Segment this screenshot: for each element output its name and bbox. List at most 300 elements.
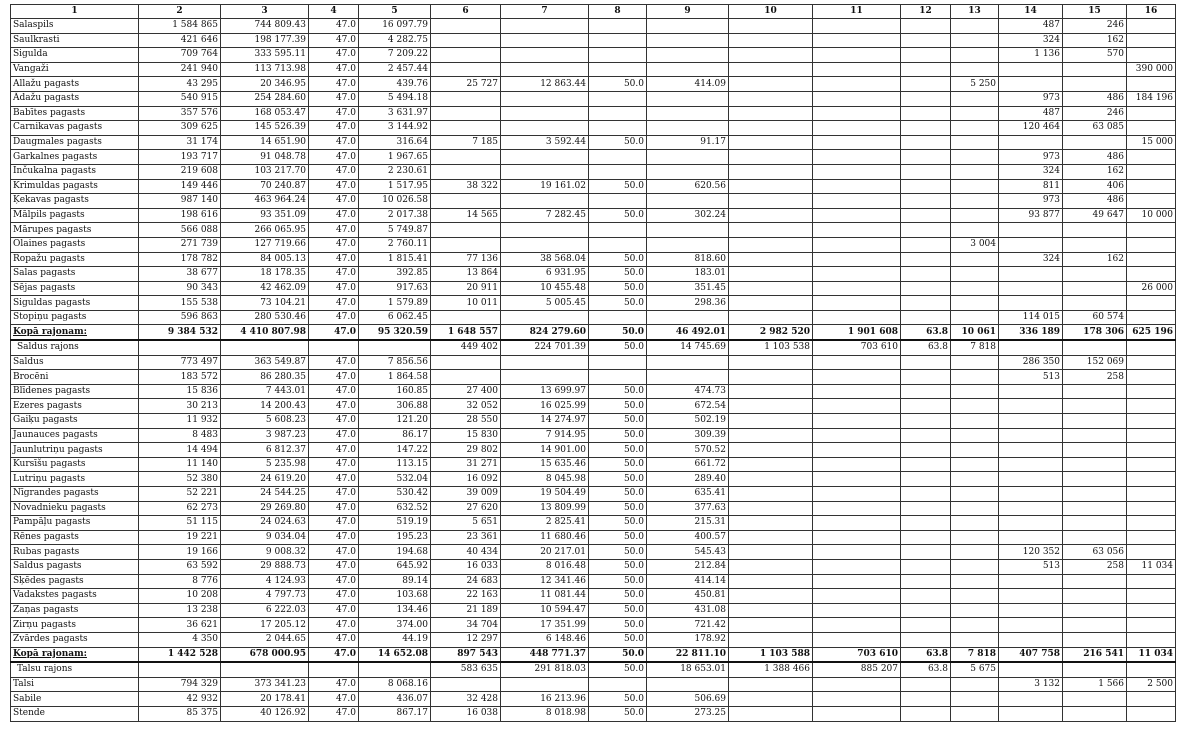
- table-cell: 103.68: [359, 589, 431, 604]
- table-row: [11, 164, 1176, 179]
- table-cell: [1127, 223, 1176, 238]
- table-cell: 50.0: [589, 208, 647, 223]
- table-cell: 513: [999, 559, 1063, 574]
- table-cell: [901, 545, 951, 560]
- table-cell: 47.0: [309, 325, 359, 340]
- table-cell: 47.0: [309, 632, 359, 647]
- table-cell: 34 704: [431, 618, 501, 633]
- table-cell: 302.24: [647, 208, 729, 223]
- table-cell: [647, 677, 729, 692]
- table-cell: [1127, 487, 1176, 502]
- table-cell: [901, 150, 951, 165]
- row-label: Ezeres pagasts: [11, 399, 139, 414]
- table-cell: 93 877: [999, 208, 1063, 223]
- table-cell: 49 647: [1063, 208, 1127, 223]
- table-cell: 93 351.09: [221, 208, 309, 223]
- table-cell: 47.0: [309, 414, 359, 429]
- row-label: Stende: [11, 706, 139, 721]
- table-cell: [999, 237, 1063, 252]
- table-cell: 2 017.38: [359, 208, 431, 223]
- table-cell: [431, 106, 501, 121]
- column-header-12: 12: [901, 5, 951, 19]
- table-cell: 566 088: [139, 223, 221, 238]
- table-cell: [999, 62, 1063, 77]
- table-cell: [813, 91, 901, 106]
- table-cell: [951, 457, 999, 472]
- table-cell: [901, 252, 951, 267]
- table-cell: [647, 62, 729, 77]
- table-cell: [1063, 589, 1127, 604]
- table-cell: [359, 340, 431, 355]
- table-cell: [999, 692, 1063, 707]
- table-cell: [729, 281, 813, 296]
- table-cell: 39 009: [431, 487, 501, 502]
- table-row: [11, 150, 1176, 165]
- table-cell: 20 178.41: [221, 692, 309, 707]
- table-cell: 2 044.65: [221, 632, 309, 647]
- table-cell: 4 282.75: [359, 33, 431, 48]
- table-cell: 7 282.45: [501, 208, 589, 223]
- table-cell: 38 568.04: [501, 252, 589, 267]
- table-cell: [901, 121, 951, 136]
- table-row: [11, 208, 1176, 223]
- table-cell: 14 565: [431, 208, 501, 223]
- table-cell: 519.19: [359, 516, 431, 531]
- table-cell: 24 024.63: [221, 516, 309, 531]
- table-cell: 47.0: [309, 487, 359, 502]
- table-cell: 1 584 865: [139, 19, 221, 34]
- table-cell: [729, 62, 813, 77]
- table-cell: [951, 48, 999, 63]
- table-cell: 155 538: [139, 296, 221, 311]
- table-cell: [901, 135, 951, 150]
- table-cell: 47.0: [309, 428, 359, 443]
- table-cell: 392.85: [359, 267, 431, 282]
- table-cell: [813, 33, 901, 48]
- table-cell: 421 646: [139, 33, 221, 48]
- table-cell: 917.63: [359, 281, 431, 296]
- row-label: Sigulda: [11, 48, 139, 63]
- table-cell: 27 400: [431, 384, 501, 399]
- table-cell: 50.0: [589, 530, 647, 545]
- table-cell: 40 434: [431, 545, 501, 560]
- table-cell: [951, 589, 999, 604]
- table-cell: 298.36: [647, 296, 729, 311]
- table-cell: 149 446: [139, 179, 221, 194]
- table-cell: [501, 33, 589, 48]
- table-cell: 987 140: [139, 194, 221, 209]
- table-cell: 195.23: [359, 530, 431, 545]
- table-cell: 7 185: [431, 135, 501, 150]
- table-cell: 178 782: [139, 252, 221, 267]
- table-cell: [729, 150, 813, 165]
- table-cell: [1063, 706, 1127, 721]
- row-label: Allažu pagasts: [11, 77, 139, 92]
- table-cell: 474.73: [647, 384, 729, 399]
- table-cell: [729, 545, 813, 560]
- table-cell: 19 166: [139, 545, 221, 560]
- table-cell: [901, 164, 951, 179]
- table-cell: [813, 516, 901, 531]
- table-cell: [901, 589, 951, 604]
- table-cell: [999, 340, 1063, 355]
- table-cell: 47.0: [309, 77, 359, 92]
- table-cell: 703 610: [813, 340, 901, 355]
- table-cell: [901, 33, 951, 48]
- table-row: [11, 443, 1176, 458]
- table-cell: 2 500: [1127, 677, 1176, 692]
- table-cell: 12 341.46: [501, 574, 589, 589]
- table-cell: 47.0: [309, 457, 359, 472]
- table-cell: 47.0: [309, 384, 359, 399]
- table-cell: 50.0: [589, 662, 647, 677]
- table-cell: 6 812.37: [221, 443, 309, 458]
- table-cell: [501, 19, 589, 34]
- table-cell: 198 177.39: [221, 33, 309, 48]
- table-cell: 10 026.58: [359, 194, 431, 209]
- table-cell: [901, 457, 951, 472]
- table-cell: 1 566: [1063, 677, 1127, 692]
- table-cell: [1127, 33, 1176, 48]
- table-cell: [813, 574, 901, 589]
- table-cell: [951, 62, 999, 77]
- table-cell: [813, 296, 901, 311]
- table-cell: 84 005.13: [221, 252, 309, 267]
- column-header-4: 4: [309, 5, 359, 19]
- table-cell: 47.0: [309, 603, 359, 618]
- table-cell: 672.54: [647, 399, 729, 414]
- table-cell: 47.0: [309, 647, 359, 662]
- table-cell: 973: [999, 150, 1063, 165]
- table-cell: 486: [1063, 194, 1127, 209]
- table-cell: 1 103 538: [729, 340, 813, 355]
- table-cell: 50.0: [589, 428, 647, 443]
- table-cell: [1127, 662, 1176, 677]
- table-cell: [1063, 267, 1127, 282]
- table-cell: 47.0: [309, 252, 359, 267]
- row-label: Zvārdes pagasts: [11, 632, 139, 647]
- row-label: Ķekavas pagasts: [11, 194, 139, 209]
- table-cell: [813, 632, 901, 647]
- table-cell: 7 818: [951, 340, 999, 355]
- table-cell: 16 025.99: [501, 399, 589, 414]
- table-cell: 1 136: [999, 48, 1063, 63]
- table-cell: [951, 91, 999, 106]
- table-cell: [951, 310, 999, 325]
- table-row: [11, 618, 1176, 633]
- table-cell: 9 384 532: [139, 325, 221, 340]
- table-cell: 178.92: [647, 632, 729, 647]
- table-cell: [813, 19, 901, 34]
- table-cell: [999, 501, 1063, 516]
- row-label: Jaunauces pagasts: [11, 428, 139, 443]
- table-cell: [951, 150, 999, 165]
- table-row: [11, 530, 1176, 545]
- table-cell: [1127, 414, 1176, 429]
- table-cell: 818.60: [647, 252, 729, 267]
- table-cell: [1063, 662, 1127, 677]
- table-cell: [729, 223, 813, 238]
- table-cell: 5 250: [951, 77, 999, 92]
- table-cell: [999, 267, 1063, 282]
- table-cell: 47.0: [309, 545, 359, 560]
- table-cell: 373 341.23: [221, 677, 309, 692]
- table-cell: 7 209.22: [359, 48, 431, 63]
- table-cell: [729, 179, 813, 194]
- table-cell: 3 132: [999, 677, 1063, 692]
- column-header-16: 16: [1127, 5, 1176, 19]
- table-cell: [813, 355, 901, 370]
- table-cell: [951, 384, 999, 399]
- table-cell: [501, 150, 589, 165]
- table-cell: 286 350: [999, 355, 1063, 370]
- table-row: [11, 457, 1176, 472]
- table-cell: 18 653.01: [647, 662, 729, 677]
- table-cell: 22 811.10: [647, 647, 729, 662]
- table-cell: 60 574: [1063, 310, 1127, 325]
- table-cell: [951, 692, 999, 707]
- table-cell: 50.0: [589, 692, 647, 707]
- table-cell: [729, 603, 813, 618]
- table-cell: 184 196: [1127, 91, 1176, 106]
- table-cell: 885 207: [813, 662, 901, 677]
- table-cell: 47.0: [309, 19, 359, 34]
- table-cell: 8 776: [139, 574, 221, 589]
- table-cell: 773 497: [139, 355, 221, 370]
- table-cell: 224 701.39: [501, 340, 589, 355]
- table-cell: 183 572: [139, 370, 221, 385]
- table-cell: 17 351.99: [501, 618, 589, 633]
- table-cell: 183.01: [647, 267, 729, 282]
- table-cell: 120 464: [999, 121, 1063, 136]
- table-cell: 47.0: [309, 706, 359, 721]
- table-cell: 47.0: [309, 150, 359, 165]
- table-cell: [501, 48, 589, 63]
- table-cell: 8 018.98: [501, 706, 589, 721]
- table-cell: 14 652.08: [359, 647, 431, 662]
- table-cell: [813, 135, 901, 150]
- table-cell: 4 410 807.98: [221, 325, 309, 340]
- table-row: [11, 589, 1176, 604]
- table-cell: [1063, 384, 1127, 399]
- table-cell: [1063, 603, 1127, 618]
- table-cell: 42 462.09: [221, 281, 309, 296]
- column-header-5: 5: [359, 5, 431, 19]
- table-cell: [813, 370, 901, 385]
- table-cell: 11 932: [139, 414, 221, 429]
- table-cell: [729, 501, 813, 516]
- table-cell: [901, 19, 951, 34]
- table-row: [11, 428, 1176, 443]
- table-cell: 27 620: [431, 501, 501, 516]
- table-cell: 7 443.01: [221, 384, 309, 399]
- table-cell: [1127, 121, 1176, 136]
- table-cell: [901, 632, 951, 647]
- column-header-2: 2: [139, 5, 221, 19]
- row-label: Gaiķu pagasts: [11, 414, 139, 429]
- table-cell: [951, 399, 999, 414]
- table-cell: 3 144.92: [359, 121, 431, 136]
- table-cell: [729, 706, 813, 721]
- table-row: [11, 296, 1176, 311]
- table-cell: [1127, 106, 1176, 121]
- table-cell: [951, 472, 999, 487]
- table-cell: 316.64: [359, 135, 431, 150]
- table-cell: [729, 91, 813, 106]
- table-cell: 90 343: [139, 281, 221, 296]
- table-cell: [1127, 310, 1176, 325]
- table-cell: [589, 677, 647, 692]
- table-cell: 486: [1063, 150, 1127, 165]
- table-row: [11, 237, 1176, 252]
- table-cell: [951, 677, 999, 692]
- table-cell: 241 940: [139, 62, 221, 77]
- table-cell: [1063, 428, 1127, 443]
- table-cell: 162: [1063, 164, 1127, 179]
- table-cell: [901, 501, 951, 516]
- table-cell: 1 967.65: [359, 150, 431, 165]
- table-cell: [647, 150, 729, 165]
- column-header-8: 8: [589, 5, 647, 19]
- row-label: Babītes pagasts: [11, 106, 139, 121]
- table-cell: 10 011: [431, 296, 501, 311]
- table-cell: [729, 121, 813, 136]
- table-cell: 2 760.11: [359, 237, 431, 252]
- table-cell: 5 235.98: [221, 457, 309, 472]
- table-cell: 50.0: [589, 325, 647, 340]
- table-row: [11, 223, 1176, 238]
- table-cell: 50.0: [589, 77, 647, 92]
- table-cell: 374.00: [359, 618, 431, 633]
- table-cell: [589, 121, 647, 136]
- table-row: [11, 179, 1176, 194]
- table-cell: 6 931.95: [501, 267, 589, 282]
- table-cell: 14 494: [139, 443, 221, 458]
- table-row: [11, 414, 1176, 429]
- table-cell: 645.92: [359, 559, 431, 574]
- table-cell: 63.8: [901, 340, 951, 355]
- table-cell: 10 208: [139, 589, 221, 604]
- table-cell: [901, 91, 951, 106]
- table-cell: 11 034: [1127, 647, 1176, 662]
- table-cell: [901, 677, 951, 692]
- table-cell: [1127, 603, 1176, 618]
- table-cell: [813, 677, 901, 692]
- table-cell: 3 004: [951, 237, 999, 252]
- row-label: Mārupes pagasts: [11, 223, 139, 238]
- table-cell: 47.0: [309, 516, 359, 531]
- table-cell: [589, 91, 647, 106]
- table-cell: 50.0: [589, 603, 647, 618]
- table-cell: [813, 487, 901, 502]
- table-cell: [813, 545, 901, 560]
- table-cell: [901, 267, 951, 282]
- row-label: Olaines pagasts: [11, 237, 139, 252]
- table-cell: [813, 603, 901, 618]
- table-cell: 486: [1063, 91, 1127, 106]
- table-cell: 47.0: [309, 472, 359, 487]
- table-cell: [813, 62, 901, 77]
- table-cell: 6 148.46: [501, 632, 589, 647]
- table-cell: 21 189: [431, 603, 501, 618]
- table-cell: 162: [1063, 33, 1127, 48]
- table-cell: [901, 179, 951, 194]
- table-cell: [729, 237, 813, 252]
- table-cell: [431, 62, 501, 77]
- table-cell: 2 457.44: [359, 62, 431, 77]
- table-cell: [589, 150, 647, 165]
- table-cell: 1 901 608: [813, 325, 901, 340]
- table-cell: 8 068.16: [359, 677, 431, 692]
- table-cell: [1127, 267, 1176, 282]
- column-header-11: 11: [813, 5, 901, 19]
- table-cell: [999, 414, 1063, 429]
- table-cell: [647, 121, 729, 136]
- table-cell: 47.0: [309, 296, 359, 311]
- table-cell: 212.84: [647, 559, 729, 574]
- table-cell: [813, 428, 901, 443]
- table-cell: 50.0: [589, 443, 647, 458]
- table-cell: 620.56: [647, 179, 729, 194]
- table-cell: [1127, 472, 1176, 487]
- table-cell: [951, 370, 999, 385]
- table-cell: [901, 559, 951, 574]
- table-cell: [729, 252, 813, 267]
- table-row: [11, 545, 1176, 560]
- table-cell: [431, 164, 501, 179]
- table-cell: [1063, 296, 1127, 311]
- table-cell: 1 442 528: [139, 647, 221, 662]
- table-cell: 91.17: [647, 135, 729, 150]
- column-header-1: 1: [11, 5, 139, 19]
- table-cell: 414.09: [647, 77, 729, 92]
- table-cell: 635.41: [647, 487, 729, 502]
- table-cell: 8 016.48: [501, 559, 589, 574]
- table-cell: [501, 194, 589, 209]
- table-cell: 19 221: [139, 530, 221, 545]
- table-cell: [589, 223, 647, 238]
- table-cell: [951, 618, 999, 633]
- table-cell: 73 104.21: [221, 296, 309, 311]
- table-cell: [1127, 516, 1176, 531]
- table-body: [11, 19, 1176, 722]
- table-cell: 530.42: [359, 487, 431, 502]
- table-row: [11, 559, 1176, 574]
- table-cell: [647, 310, 729, 325]
- table-cell: [951, 296, 999, 311]
- budget-ledger-table: [10, 4, 1176, 722]
- table-cell: [431, 370, 501, 385]
- table-cell: [813, 706, 901, 721]
- table-cell: 246: [1063, 106, 1127, 121]
- table-cell: [951, 33, 999, 48]
- table-cell: 168 053.47: [221, 106, 309, 121]
- table-cell: [999, 472, 1063, 487]
- table-cell: 431.08: [647, 603, 729, 618]
- table-cell: 63.8: [901, 647, 951, 662]
- table-cell: [647, 370, 729, 385]
- table-cell: 42 932: [139, 692, 221, 707]
- table-cell: [139, 662, 221, 677]
- table-cell: [999, 384, 1063, 399]
- table-cell: [1063, 618, 1127, 633]
- row-label: Novadnieku pagasts: [11, 501, 139, 516]
- table-cell: [1127, 252, 1176, 267]
- table-cell: 9 034.04: [221, 530, 309, 545]
- table-cell: [647, 33, 729, 48]
- table-cell: 50.0: [589, 296, 647, 311]
- table-cell: [1127, 237, 1176, 252]
